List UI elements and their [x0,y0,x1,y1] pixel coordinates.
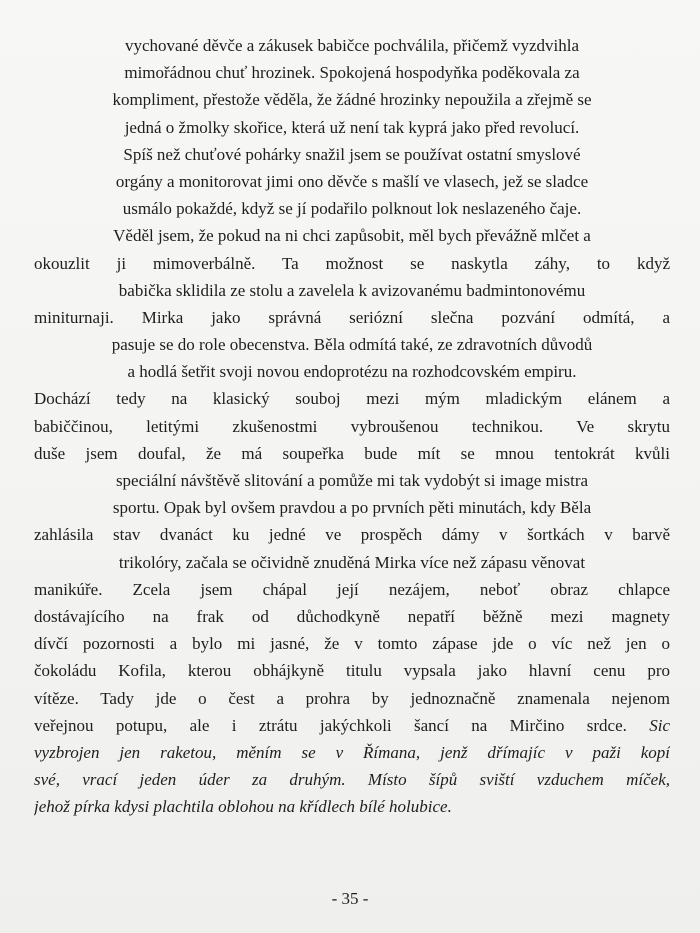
italic-text-line: jehož pírka kdysi plachtila oblohou na křídlech bílé holubice. [34,797,452,817]
text-line: vychované děvče a zákusek babičce pochválila, přičemž vyzdvihla [124,36,580,55]
text-line: dostávajícího na frak od důchodkyně nepatří běžně mezi magnety [34,606,670,626]
text-line: speciální návštěvě slitování a pomůže mi tak vydobýt si image mistra [115,471,589,490]
text-line: vítěze. Tady jde o čest a prohra by jednoznačně znamenala nejenom [34,688,670,708]
italic-text-line: vyzbrojen jen raketou, měním se v Římana, jenž dřímajíc v paži kopí [34,742,670,762]
text-line: duše jsem doufal, že má soupeřka bude mít se mnou tentokrát kvůli [34,443,670,463]
text-line-mixed [34,712,670,739]
text-line: usmálo pokaždé, když se jí podařilo polknout lok neslazeného čaje. [122,199,582,219]
text-line: jedná o žmolky skořice, která už není tak kyprá jako před revolucí. [124,117,580,137]
text-line: manikúře. Zcela jsem chápal její nezájem, neboť obraz chlapce [34,579,670,599]
text-line: zahlásila stav dvanáct ku jedné ve prospěch dámy v šortkách v barvě [34,525,670,545]
page-number: - 35 - [331,889,369,908]
text-line: Věděl jsem, že pokud na ni chci zapůsobit, měl bych převážně mlčet a [113,226,591,246]
text-line: babiččinou, letitými zkušenostmi vybroušenou technikou. Ve skrytu [34,416,670,436]
text-line: a hodlá šetřit svoji novou endoprotézu na rozhodcovském empiru. [127,362,577,382]
text-line: dívčí pozornosti a bylo mi jasné, že v tomto zápase jde o víc než jen o [34,634,670,654]
text-line-segment: veřejnou potupu, ale i ztrátu jakýchkoli šancí na Mirčino srdce. [34,715,627,735]
text-line: Spíš než chuťové pohárky snažil jsem se používat ostatní smyslové [123,144,581,164]
text-line: sportu. Opak byl ovšem pravdou a po prvních pěti minutách, kdy Běla [112,498,592,518]
text-line: trikolóry, začala se očividně znuděná Mirka více než zápasu věnovat [118,552,586,572]
text-line: babička sklidila ze stolu a zavelela k avizovanému badmintonovému [118,280,586,300]
text-line: pasuje se do role obecenstva. Běla odmítá také, ze zdravotních důvodů [111,335,593,355]
text-line: Dochází tedy na klasický souboj mezi mým mladickým elánem a [34,389,670,409]
text-line: miniturnaji. Mirka jako správná seriózní slečna pozvání odmítá, a [34,307,670,327]
text-line: okouzlit ji mimoverbálně. Ta možnost se naskytla záhy, to když [34,253,670,273]
text-line: čokoládu Kofila, kterou obhájkyně titulu vypsala jako hlavní cenu pro [34,661,670,681]
text-line: mimořádnou chuť hrozinek. Spokojená hospodyňka poděkovala za [124,63,580,83]
text-line: kompliment, přestože věděla, že žádné hrozinky nepoužila a zřejmě se [112,90,592,110]
text-line: orgány a monitorovat jimi ono děvče s mašlí ve vlasech, jež se sladce [115,171,589,191]
italic-segment: Sic [649,715,670,735]
body-text [34,32,670,820]
italic-text-line: své, vrací jeden úder za druhým. Místo šípů sviští vzduchem míček, [34,770,670,790]
